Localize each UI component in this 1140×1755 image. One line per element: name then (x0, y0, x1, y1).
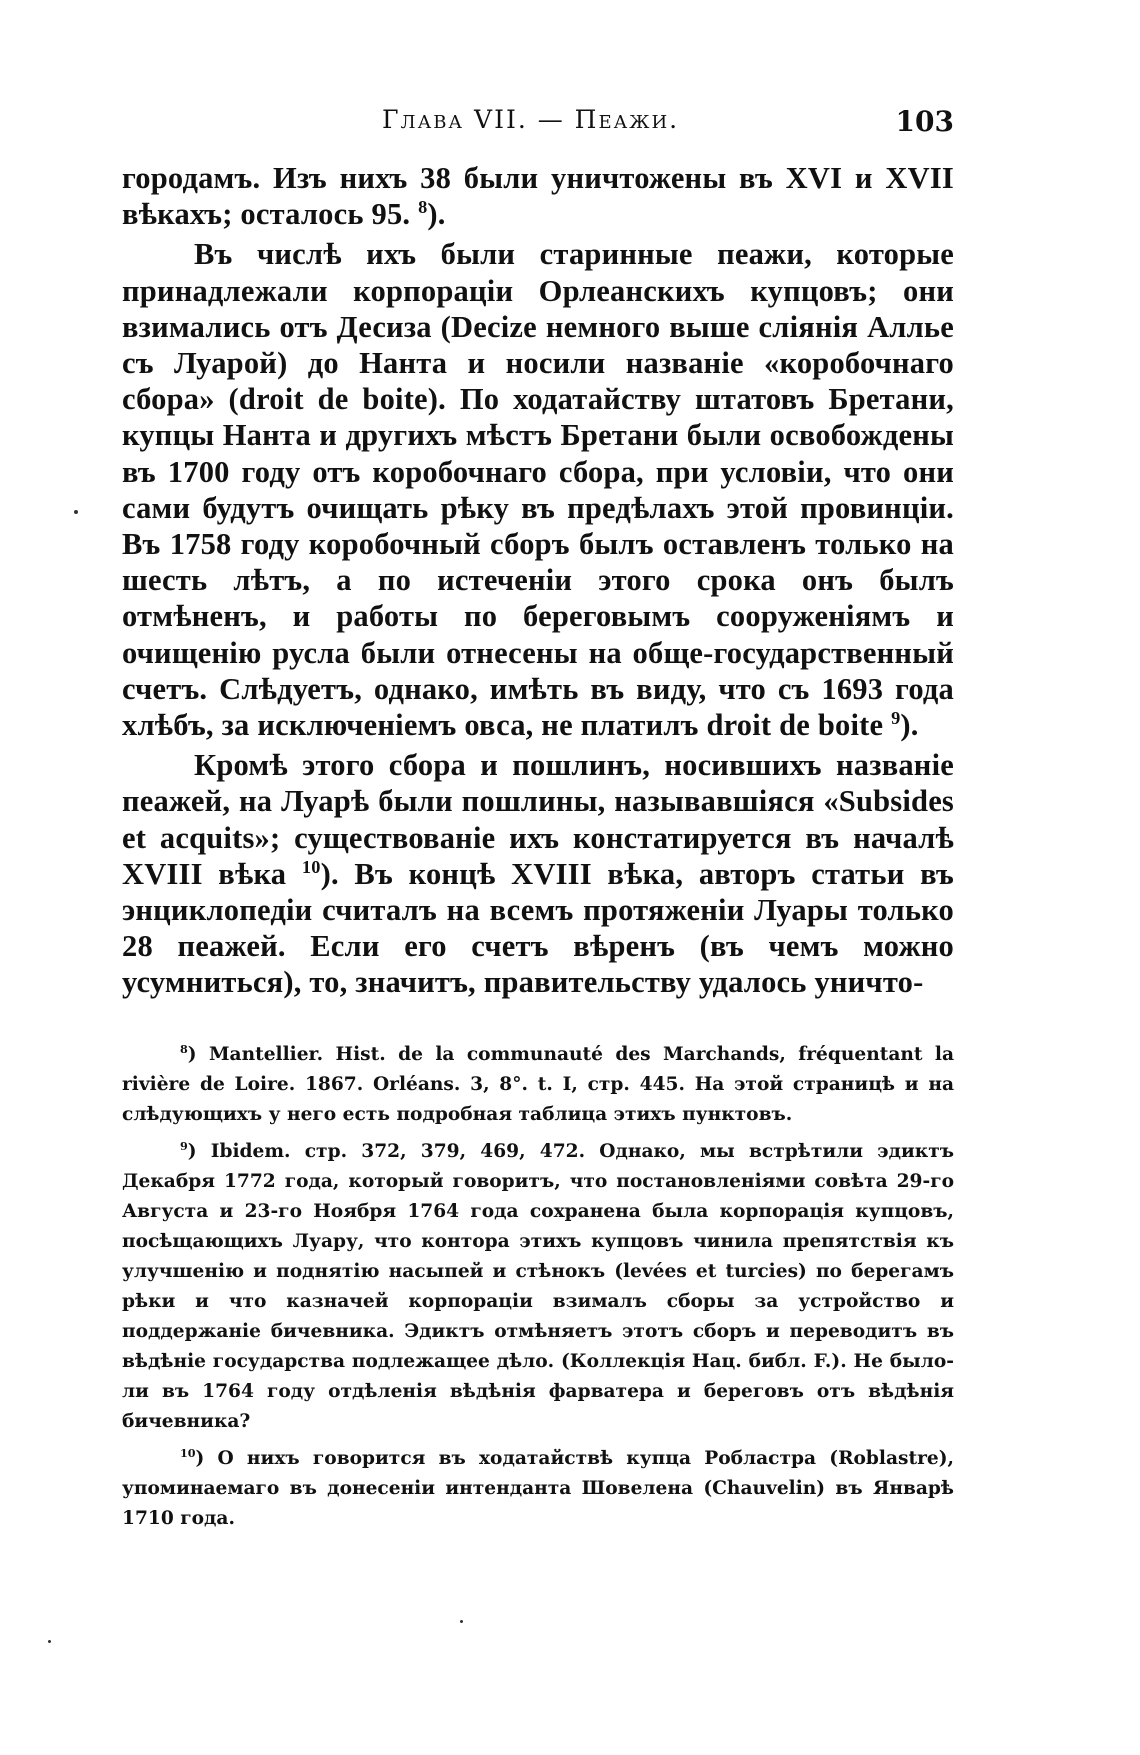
footnote-ref: 9 (891, 707, 901, 728)
footnote-9 (122, 1137, 954, 1437)
footnote-ref-tail: ). (900, 708, 919, 743)
paragraph-text: ). Въ концѣ XVIII вѣка, авторъ статьи въ энциклопедіи считалъ на всемъ протяженіи Луары только 28 пеажей. Если его счетъ вѣренъ (въ чемъ можно усумниться), то, значитъ, правительству удалось уничто- (122, 856, 955, 1000)
footnotes (122, 1040, 954, 1541)
print-speck (48, 1640, 51, 1643)
footnote-mark: 10 (180, 1446, 196, 1460)
footnote-mark: 8 (180, 1042, 188, 1056)
paragraph-subsides (122, 747, 954, 1000)
print-speck (460, 1620, 463, 1623)
footnote-8 (122, 1040, 954, 1130)
page-header (122, 105, 954, 145)
page-number: 103 (895, 105, 954, 138)
footnote-ref: 8 (418, 197, 428, 218)
footnote-text: ) О нихъ говорится въ ходатайствѣ купца Робластра (Roblastre), упоминаемаго въ донесеніи интенданта Шовелена (Chauvelin) въ Январѣ 1710 года. (122, 1448, 954, 1529)
paragraph-text: Кромѣ этого сбора и пошлинъ, носившихъ названіе пеажей, на Луарѣ были пошлины, называвшіяся «Subsides et acquits»; существованіе ихъ констатируется въ началѣ XVIII вѣка (122, 748, 954, 891)
footnote-text: ) Ibidem. стр. 372, 379, 469, 472. Однако, мы встрѣтили эдиктъ Декабря 1772 года, который говоритъ, что постановленіями совѣта 29-го Августа и 23-го Ноября 1764 года сохранена была корпорація купцовъ, посѣщающихъ Луару, что контора этихъ купцовъ чинила препятствія къ улучшенію и поднятію насыпей и стѣнокъ (levées et turcies) по берегамъ рѣки и что казначей корпораціи взималъ сборы за устройство и поддержаніе бичевника. Эдиктъ отмѣняетъ этотъ сборъ и переводитъ въ вѣдѣніе государства подлежащее дѣло. (Коллекція Нац. библ. F.). Не было-ли въ 1764 году отдѣленія вѣдѣнія фарватера и береговъ отъ вѣдѣнія бичевника? (122, 1141, 954, 1432)
paragraph-continuation (122, 160, 954, 232)
running-head: Глава VII. — Пеажи. (382, 105, 680, 134)
print-speck (74, 510, 78, 514)
footnote-10 (122, 1444, 954, 1534)
footnote-mark: 9 (180, 1139, 188, 1153)
paragraph-text: городамъ. Изъ нихъ 38 были уничтожены въ XVI и XVII вѣкахъ; осталось 95. (122, 161, 954, 232)
footnote-text: ) Mantellier. Hist. de la communauté des Marchands, fréquentant la rivière de Loire. 1867. Orléans. 3, 8°. t. I, стр. 445. На этой страницѣ и на слѣдующихъ у него есть подробная таблица этихъ пунктовъ. (122, 1044, 954, 1125)
paragraph-peages (122, 236, 954, 743)
footnote-ref: 10 (301, 856, 321, 877)
main-text (122, 160, 954, 1001)
paragraph-text: Въ числѣ ихъ были старинные пеажи, которые принадлежали корпораціи Орлеанскихъ купцовъ; они взимались отъ Десиза (Decize немного выше сліянія Алльe съ Луарой) до Нанта и носили названіе «коробочнаго сбора» (droit de boite). По ходатайству штатовъ Бретани, купцы Нанта и другихъ мѣстъ Бретани были освобождены въ 1700 году отъ коробочнаго сбора, при условіи, что они сами будутъ очищать рѣку въ предѣлахъ этой провинціи. Въ 1758 году коробочный сборъ былъ оставленъ только на шесть лѣтъ, а по истеченіи этого срока онъ былъ отмѣненъ, и работы по береговымъ сооруженіямъ и очищенію русла были отнесены на обще-государственный счетъ. Слѣдуетъ, однако, имѣть въ виду, что съ 1693 года хлѣбъ, за исключеніемъ овса, не платилъ droit de boite (122, 237, 954, 743)
footnote-ref-tail: ). (427, 197, 446, 232)
